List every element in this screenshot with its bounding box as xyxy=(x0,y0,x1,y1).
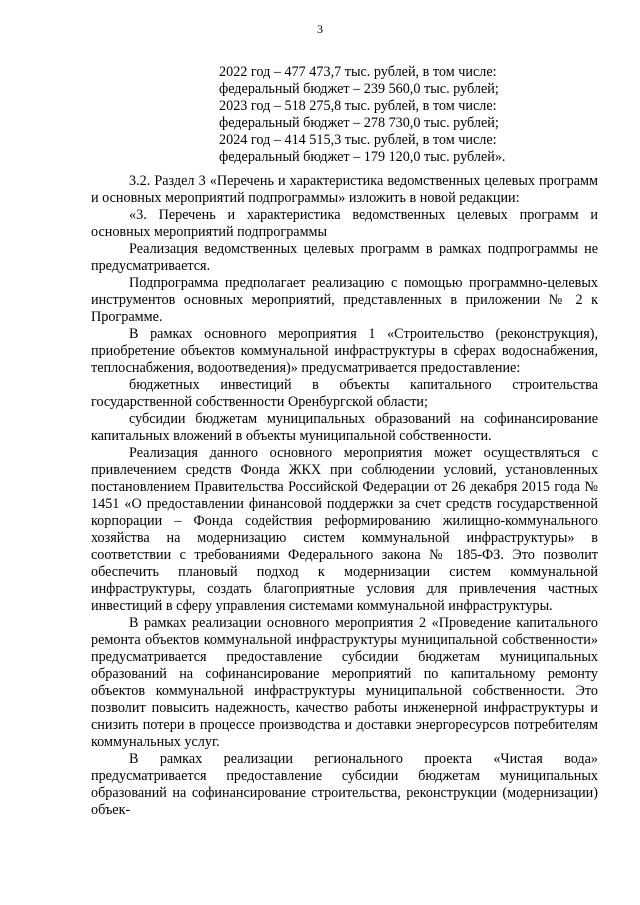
paragraph-departmental-programs: Реализация ведомственных целевых программ в рамках подпрограммы не предусматривается. xyxy=(91,241,598,274)
paragraph-subsidies-capital: субсидии бюджетам муниципальных образований на софинансирование капитальных вложений в объекты муниципальной собственности. xyxy=(91,411,598,444)
paragraph-program-tools: Подпрограмма предполагает реализацию с помощью программно-целевых инструментов основных мероприятий, представленных в приложении № 2 к Программе. xyxy=(91,275,598,325)
paragraph-section-3-heading: «3. Перечень и характеристика ведомственных целевых программ и основных мероприятий подпрограммы xyxy=(91,207,598,240)
paragraph-main-measure-1: В рамках основного мероприятия 1 «Строительство (реконструкция), приобретение объектов коммунальной инфраструктуры в сферах водоснабжения, теплоснабжения, водоотведения)» предусматривается предоставление: xyxy=(91,326,598,376)
amount-line-2023: 2023 год – 518 275,8 тыс. рублей, в том числе: xyxy=(219,98,497,114)
amount-line-2024: 2024 год – 414 515,3 тыс. рублей, в том числе: xyxy=(219,132,497,148)
amount-line-2022: 2022 год – 477 473,7 тыс. рублей, в том числе: xyxy=(219,64,497,80)
amount-line-2024-federal: федеральный бюджет – 179 120,0 тыс. рублей». xyxy=(219,149,506,165)
amount-line-2022-federal: федеральный бюджет – 239 560,0 тыс. рублей; xyxy=(219,81,499,97)
paragraph-section-3-2: 3.2. Раздел 3 «Перечень и характеристика ведомственных целевых программ и основных мероприятий подпрограммы» изложить в новой редакции: xyxy=(91,173,598,206)
paragraph-housing-fund: Реализация данного основного мероприятия может осуществляться с привлечением средств Фонда ЖКХ при соблюдении условий, установленных постановлением Правительства Российской Федерации от 26 декабря 2015 года № 1451 «О предоставлении финансовой поддержки за счет средств государственной корпорации – Фонда содействия реформированию жилищно-коммунального хозяйства на модернизацию систем коммунальной инфраструктуры» в соответствии с требованиями Федерального закона № 185-ФЗ. Это позволит обеспечить плановый подход к модернизации систем коммунальной инфраструктуры, создать благоприятные условия для привлечения частных инвестиций в сферу управления системами коммунальной инфраструктуры. xyxy=(91,445,598,614)
paragraph-budget-investments: бюджетных инвестиций в объекты капитального строительства государственной собственности Оренбургской области; xyxy=(91,377,598,410)
paragraph-clean-water-project: В рамках реализации регионального проекта «Чистая вода» предусматривается предоставление субсидии бюджетам муниципальных образований на софинансирование строительства, реконструкции (модернизации) объек- xyxy=(91,751,598,818)
amount-line-2023-federal: федеральный бюджет – 278 730,0 тыс. рублей; xyxy=(219,115,499,131)
document-body xyxy=(91,173,598,819)
page-number: 3 xyxy=(317,22,323,36)
funding-amounts-block xyxy=(219,64,505,166)
paragraph-main-measure-2: В рамках реализации основного мероприятия 2 «Проведение капитального ремонта объектов коммунальной инфраструктуры муниципальной собственности» предусматривается предоставление субсидии бюджетам муниципальных образований на софинансирование мероприятий по капитальному ремонту объектов коммунальной инфраструктуры муниципальной собственности. Это позволит повысить надежность, качество работы инженерной инфраструктуры и снизить потери в процессе производства и доставки энергоресурсов потребителям коммунальных услуг. xyxy=(91,615,598,750)
